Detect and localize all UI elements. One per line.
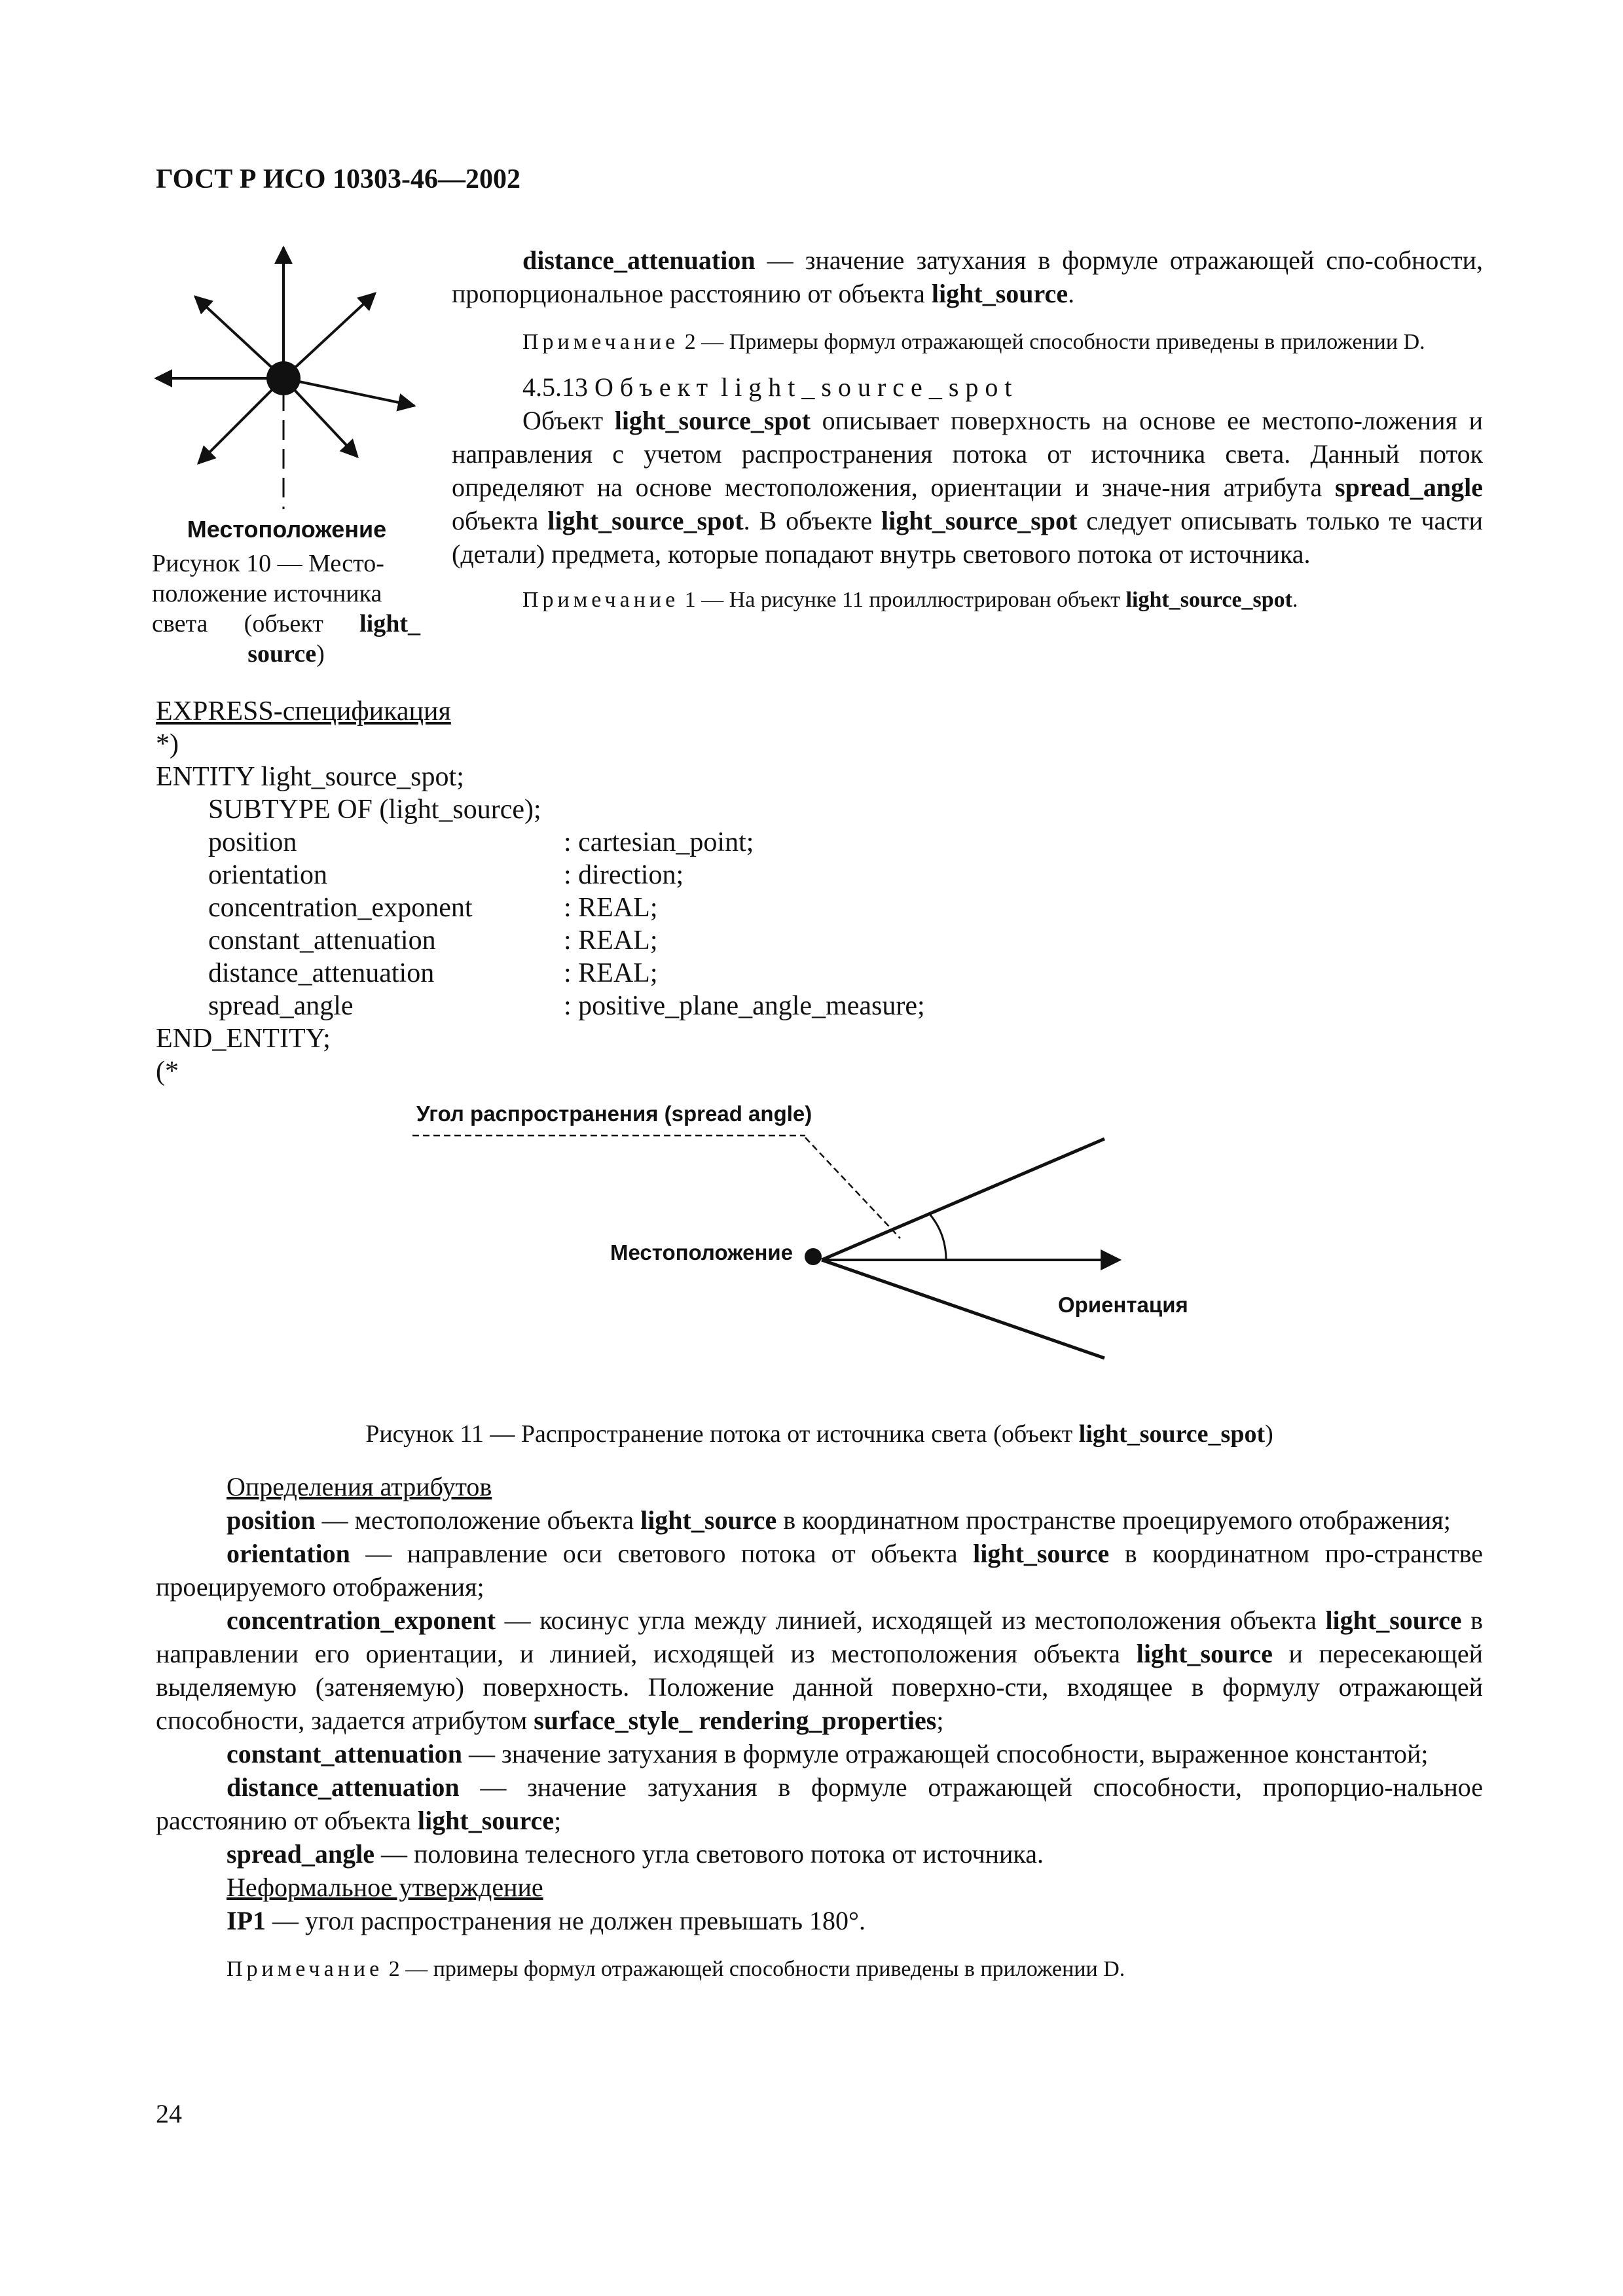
arrow-down-left [198,378,283,463]
definition-orientation: orientation — направление оси светового потока от объекта light_source в координатном про-странстве проецируемого отображения; [156,1539,1483,1602]
express-heading: EXPRESS-спецификация [156,696,451,726]
figure-10-diagram [149,241,424,516]
definition-concentration-exponent: concentration_exponent — косинус угла между линией, исходящей из местоположения объекта light_source в направлении его ориентации, и линией, исходящей из местоположения объекта light_source и пересекающей выделяемую (затеняемую) поверхность. Положение данной поверхно-сти, входящее в формулу отражающей способности, задается атрибутом surface_style_ rendering_properties; [156,1605,1483,1735]
spread-pointer-dashline [805,1138,900,1238]
figure-11-caption: Рисунок 11 — Распространение потока от источника света (объект light_source_spot) [365,1420,1273,1448]
page-number: 24 [156,2099,182,2128]
arrow-right [283,378,414,406]
spread-angle-arc [930,1214,946,1260]
caption-line: source) [247,640,325,668]
definition-distance-attenuation: distance_attenuation — значение затухания в формуле отражающей способности, пропорцио-нальное расстоянию от объекта light_source; [156,1772,1483,1835]
express-end-entity: END_ENTITY; [156,1024,331,1054]
attr-name: concentration_exponent [208,893,473,923]
caption-line: Рисунок 10 — Место- [152,550,384,577]
attr-type: : cartesian_point; [564,827,754,857]
arrow-up-left [195,296,283,378]
location-dot [805,1248,822,1265]
express-close-comment: (* [156,1056,179,1086]
location-label: Местоположение [610,1240,793,1265]
attr-name: distance_attenuation [208,958,435,988]
figure-10-label: Местоположение [187,516,387,543]
attribute-definitions [156,1470,1483,1984]
figure-11-diagram [393,1093,1244,1388]
definition-spread-angle: spread_angle — половина телесного угла светового потока от источника. [227,1839,1044,1869]
attr-name: orientation [208,860,327,890]
express-entity-line: ENTITY light_source_spot; [156,762,464,792]
light-source-dot [266,361,301,395]
section-heading: 4.5.13 Объект light_source_spot [522,372,1019,402]
attr-type: : REAL; [564,925,658,956]
document-header: ГОСТ Р ИСО 10303-46—2002 [156,164,521,194]
express-open-comment: *) [156,729,179,759]
top-text-column [452,243,1483,615]
informal-proposition-heading: Неформальное утверждение [227,1873,543,1902]
attr-name: position [208,827,297,857]
caption-line: света (объект light_ [152,610,420,637]
caption-line: положение источника [152,580,382,607]
definition-position: position — местоположение объекта light_source в координатном пространстве проецируемого отображения; [227,1505,1451,1535]
figure-10-caption [152,548,420,669]
orientation-label: Ориентация [1058,1293,1188,1317]
express-specification [156,695,1269,1101]
attr-name: spread_angle [208,991,354,1021]
spread-angle-label: Угол распространения (spread angle) [416,1102,812,1126]
informal-proposition-ip1: IP1 — угол распространения не должен превышать 180°. [227,1906,866,1935]
attributes-heading: Определения атрибутов [227,1472,492,1501]
attr-name: constant_attenuation [208,925,436,956]
arrow-up-right [283,293,375,378]
attr-type: : REAL; [564,958,658,988]
note-2-top: Примечание 2 — Примеры формул отражающей способности приведены в приложении D. [522,330,1425,354]
attr-type: : positive_plane_angle_measure; [564,991,925,1021]
note-2-bottom: Примечание 2 — примеры формул отражающей способности приведены в приложении D. [227,1957,1125,1981]
definition-constant-attenuation: constant_attenuation — значение затухания в формуле отражающей способности, выраженное константой; [227,1739,1429,1768]
paragraph-distance-attenuation: distance_attenuation — значение затухания в формуле отражающей спо-собности, пропорциональное расстоянию от объекта light_source. [452,245,1483,308]
note-1: Примечание 1 — На рисунке 11 проиллюстрирован объект light_source_spot. [522,588,1298,612]
attr-type: : direction; [564,860,684,890]
attr-type: : REAL; [564,893,658,923]
paragraph-light-source-spot: Объект light_source_spot описывает поверхность на основе ее местопо-ложения и направления с учетом распространения потока от источника света. Данный поток определяют на основе местоположения, ориентации и значе-ния атрибута spread_angle объекта light_source_spot. В объекте light_source_spot следует описывать только те части (детали) предмета, которые попадают внутрь светового потока от источника. [452,406,1483,569]
express-subtype-line: SUBTYPE OF (light_source); [208,795,541,825]
